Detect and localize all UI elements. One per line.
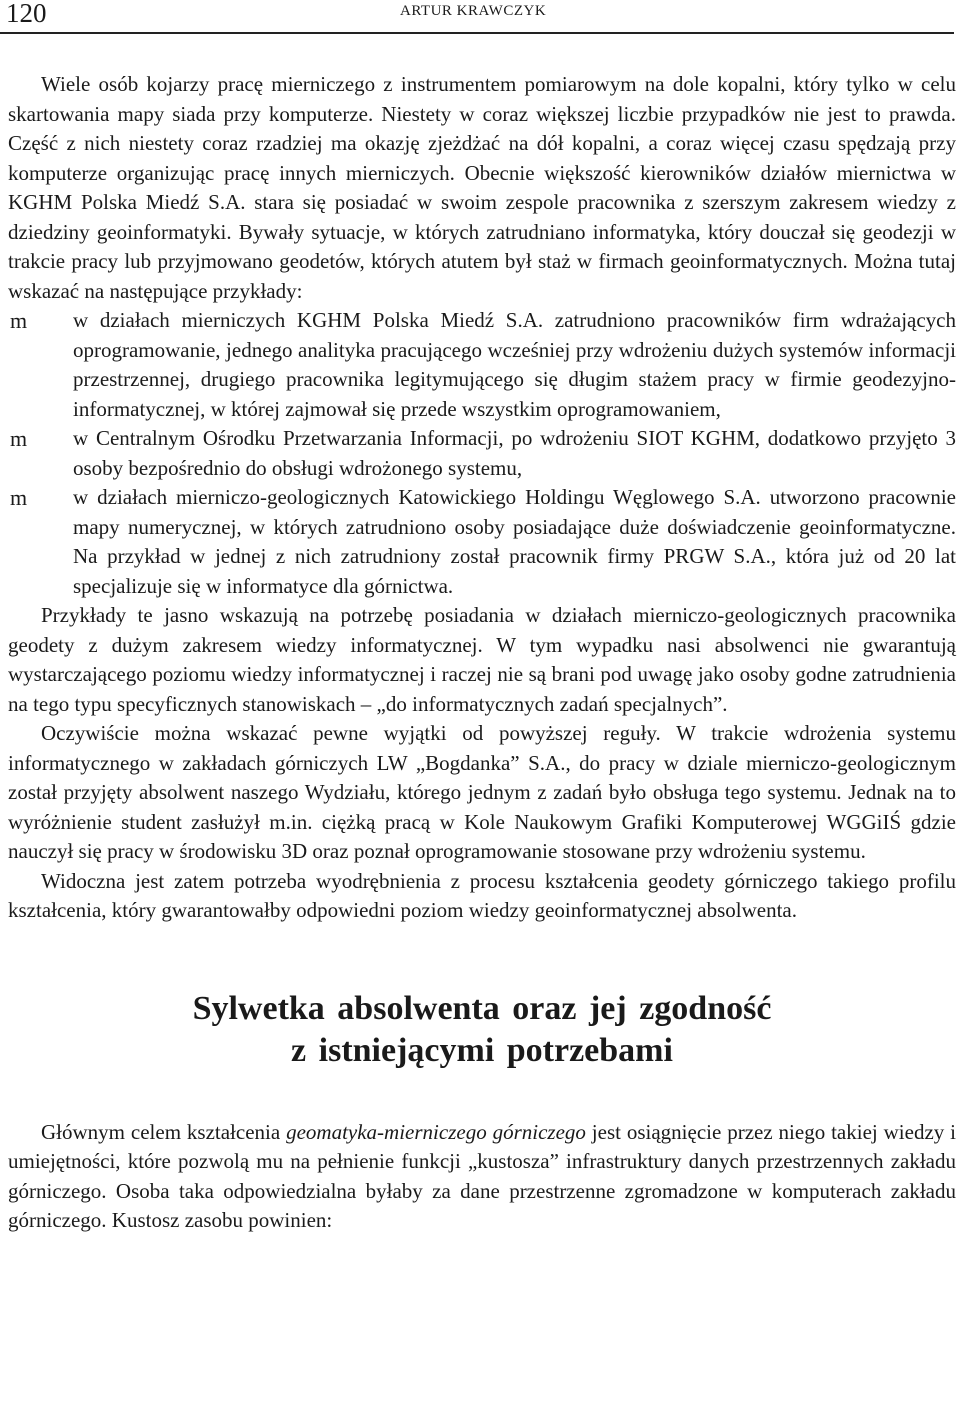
paragraph-intro: Wiele osób kojarzy pracę mierniczego z instrumentem pomiarowym na dole kopalni, który tylko w celu skartowania mapy siada przy komputerze. Niestety w coraz większej liczbie przypadków nie jest to prawda. Część z nich niestety coraz rzadziej ma okazję zjeżdżać na dół kopalni, a coraz więcej czasu spędzają przy komputerze organizując pracę innych mierniczych. Obecnie większość kierowników działów miernictwa w KGHM Polska Miedź S.A. stara się posiadać w swoim zespole pracownika z szerszym zakresem wiedzy z dziedziny geoinformatyki. Bywały sytuacje, w których zatrudniano informatyka, który douczał się geodezji w trakcie pracy lub przyjmowano geodetów, których atutem był staż w firmach geoinformatycznych. Można tutaj wskazać na następujące przykłady: (8, 72, 956, 303)
section-heading-line1: Sylwetka absolwenta oraz jej zgodność (192, 989, 772, 1027)
bullet-icon: m (10, 308, 28, 333)
section-intro-start: Głównym celem kształcenia (41, 1119, 287, 1144)
list-item (8, 424, 956, 483)
running-head-author: ARTUR KRAWCZYK (400, 3, 547, 19)
header-rule (0, 32, 954, 34)
section-heading-line2: z istniejącymi potrzebami (291, 1031, 673, 1069)
page-header (0, 0, 960, 34)
section-heading (8, 988, 956, 1072)
list-item (8, 306, 956, 424)
bullet-icon: m (10, 426, 28, 451)
bullet-icon: m (10, 485, 28, 510)
section-intro-rest: jest osiągnięcie przez niego takiej wiedzy i umiejętności, które pozwolą mu na pełnienie funkcji „kustosza” infrastruktury danych przestrzennych zakładu górniczego. Osoba taka odpowiedzialna byłaby za dane przestrzenne zgromadzone w komputerach zakładu górniczego. Kustosz zasobu powinien: (8, 1119, 956, 1232)
paragraph-need: Widoczna jest zatem potrzeba wyodrębnienia z procesu kształcenia geodety górniczego takiego profilu kształcenia, który gwarantowałby odpowiedni poziom wiedzy geoinformatycznej absolwenta. (8, 868, 956, 922)
section-intro-italic: geomatyka-mierniczego górniczego (286, 1119, 586, 1144)
paragraph-examples-conclusion: Przykłady te jasno wskazują na potrzebę posiadania w działach mierniczo-geologicznych pracownika geodety z dużym zakresem wiedzy informatycznej. W tym wypadku nasi absolwenci nie gwarantują wystarczającego poziomu wiedzy informatycznej i raczej nie są brani pod uwagę jako osoby godne zatrudnienia na tego typu specyficznych stanowiskach – „do informatycznych zadań specjalnych”. (8, 603, 956, 716)
list-item-text: w działach mierniczych KGHM Polska Miedź S.A. zatrudniono pracowników firm wdrażających oprogramowanie, jednego analityka pracującego wcześniej przy wdrożeniu dużych systemów informacji przestrzennej, drugiego pracownika legitymującego się długim stażem pracy w firmie geodezyjno-informatycznej, w której zajmował się przede wszystkim oprogramowaniem, (73, 308, 956, 421)
page-number: 120 (6, 0, 47, 28)
page-content (8, 70, 956, 1236)
list-item-text: w działach mierniczo-geologicznych Katowickiego Holdingu Węglowego S.A. utworzono pracownie mapy numerycznej, w których zatrudniono osoby posiadające duże doświadczenie geoinformatyczne. Na przykład w jednej z nich zatrudniony został pracownik firmy PRGW S.A., która już od 20 lat specjalizuje się w informatyce dla górnictwa. (73, 485, 956, 598)
example-list (8, 306, 956, 601)
paragraph-exceptions: Oczywiście można wskazać pewne wyjątki od powyższej reguły. W trakcie wdrożenia systemu informatycznego w zakładach górniczych LW „Bogdanka” S.A., do pracy w dziale mierniczo-geologicznym został przyjęty absolwent naszego Wydziału, którego jednym z zadań było obsługa tego systemu. Jednak na to wyróżnienie student zasłużył m.in. ciężką pracą w Kole Naukowym Grafiki Komputerowej WGGiIŚ gdzie nauczył się pracy w środowisku 3D oraz poznał oprogramowanie stosowane przy wdrożeniu systemu. (8, 721, 956, 863)
list-item (8, 483, 956, 601)
paragraph-section-intro (8, 1118, 956, 1236)
list-item-text: w Centralnym Ośrodku Przetwarzania Informacji, po wdrożeniu SIOT KGHM, dodatkowo przyjęto 3 osoby bezpośrednio do obsługi wdrożonego systemu, (73, 426, 956, 480)
